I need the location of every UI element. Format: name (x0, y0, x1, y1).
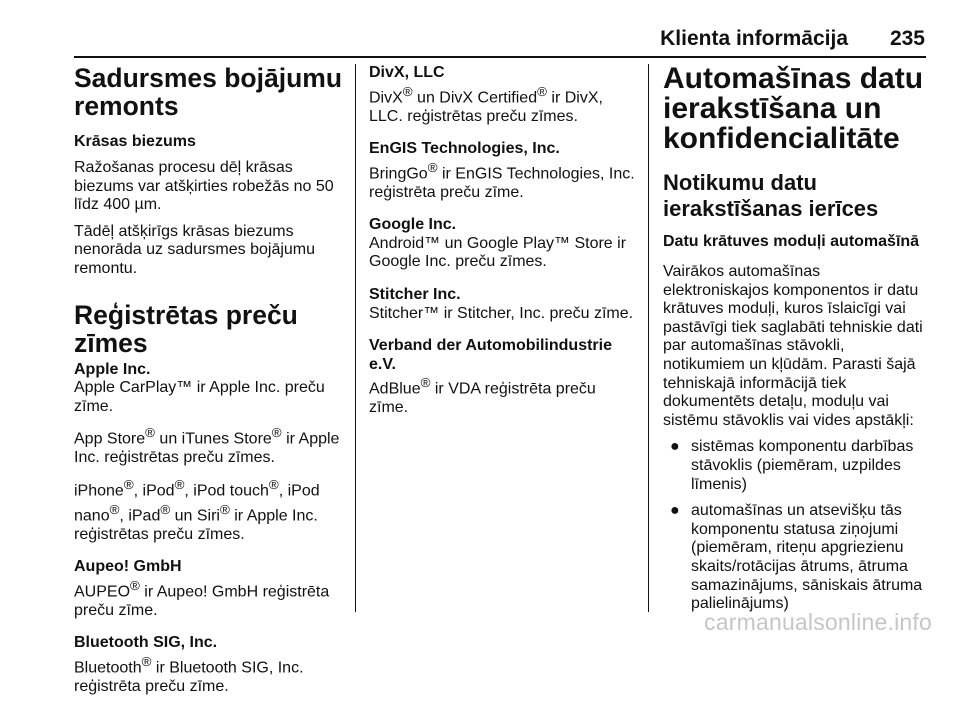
heading-trademarks: Reģistrētas preču zīmes (74, 299, 298, 358)
brand-stitcher: Stitcher Inc. (369, 286, 461, 303)
text-stitcher: Stitcher™ ir Stitcher, Inc. preču zīme. (369, 304, 634, 322)
bullet-list (663, 438, 928, 613)
text-app-store: App Store® un iTunes Store® ir Apple Inc. reģistrētas preču zīmes. (74, 425, 340, 467)
trademark-divx: DivX, LLC DivX® un DivX Certified® ir DivX, LLC. reģistrētas preču zīmes. (369, 64, 636, 126)
heading-vehicle-data: Automašīnas datu ierakstīšana un konfidencialitāte (663, 62, 924, 155)
page-header (0, 24, 960, 54)
list-item: ● automašīnas un atsevišķu tās komponentu statusa ziņojumi (piemēram, riteņu apgriezienu skaits/rotācijas ātrums, ātruma samazinājums, sāniskais ātruma palielinājums) (670, 502, 923, 613)
page-number: 235 (889, 27, 925, 50)
trademark-stitcher (369, 286, 636, 323)
paragraph-paint-2: Tādēļ atšķirīgs krāsas biezums nenorāda uz sadursmes bojājumu remontu. (74, 222, 316, 277)
subheading-data-storage: Datu krātuves moduļi automašīnā (663, 233, 920, 250)
brand-apple: Apple Inc. (74, 360, 151, 378)
brand-google: Google Inc. (369, 216, 457, 234)
column-1 (74, 64, 346, 705)
brand-engis: EnGIS Technologies, Inc. (369, 140, 560, 158)
trademark-aupeo: Aupeo! GmbH AUPEO® ir Aupeo! GmbH reģistrēta preču zīme. (74, 558, 346, 620)
trademark-bluetooth: Bluetooth SIG, Inc. Bluetooth® ir Bluetooth SIG, Inc. reģistrēta preču zīme. (74, 634, 346, 696)
watermark: carmanualsonline.info (704, 609, 932, 635)
text-iphone: iPhone®, iPod®, iPod touch®, iPod nano®, iPad® un Siri® ir Apple Inc. reģistrētas preču zīmes. (74, 476, 320, 543)
column-divider-2 (648, 64, 649, 612)
trademark-engis: EnGIS Technologies, Inc. BringGo® ir EnGIS Technologies, Inc. reģistrēta preču zīme. (369, 140, 635, 201)
column-2 (369, 64, 636, 426)
heading-event-data-recorders: Notikumu datu ierakstīšanas ierīces (663, 170, 879, 221)
column-3 (663, 64, 928, 622)
trademark-vda: Verband der Automobilindustrie e.V. AdBlue® ir VDA reģistrēta preču zīme. (369, 337, 636, 418)
paragraph-data-storage: Vairākos automašīnas elektroniskajos komponentos ir datu krātuves moduļi, kuros īslaicīgi vai pastāvīgi tiek saglabāti tehniskie dati par automašīnas stāvokli, notikumiem un kļūdām. Parasti šajā tehniskajā informācijā tiek dokumentēts detaļu, moduļu vai sistēmu stāvoklis vai vides apstākļi: (663, 263, 923, 429)
column-divider-1 (355, 64, 356, 612)
trademark-google (369, 216, 636, 272)
trademark-apple (74, 361, 346, 417)
subheading-paint-thickness: Krāsas biezums (74, 133, 196, 150)
brand-aupeo: Aupeo! GmbH (74, 558, 182, 576)
text-google: Android™ un Google Play™ Store ir Google Inc. preču zīmes. (369, 234, 627, 271)
brand-bluetooth: Bluetooth SIG, Inc. (74, 634, 218, 652)
text-apple-carplay: Apple CarPlay™ ir Apple Inc. preču zīme. (74, 379, 325, 415)
paragraph-paint-1: Ražošanas procesu dēļ krāsas biezums var atšķirties robežās no 50 līdz 400 µm. (74, 159, 334, 214)
brand-divx: DivX, LLC (369, 64, 445, 81)
header-title: Klienta informācija (660, 27, 848, 50)
brand-vda: Verband der Automobilindustrie e.V. (369, 337, 612, 373)
list-item: ● sistēmas komponentu darbības stāvoklis (piemēram, uzpildes līmenis) (670, 438, 914, 493)
heading-collision-repair: Sadursmes bojājumu remonts (74, 63, 343, 121)
header-rule (74, 56, 926, 58)
